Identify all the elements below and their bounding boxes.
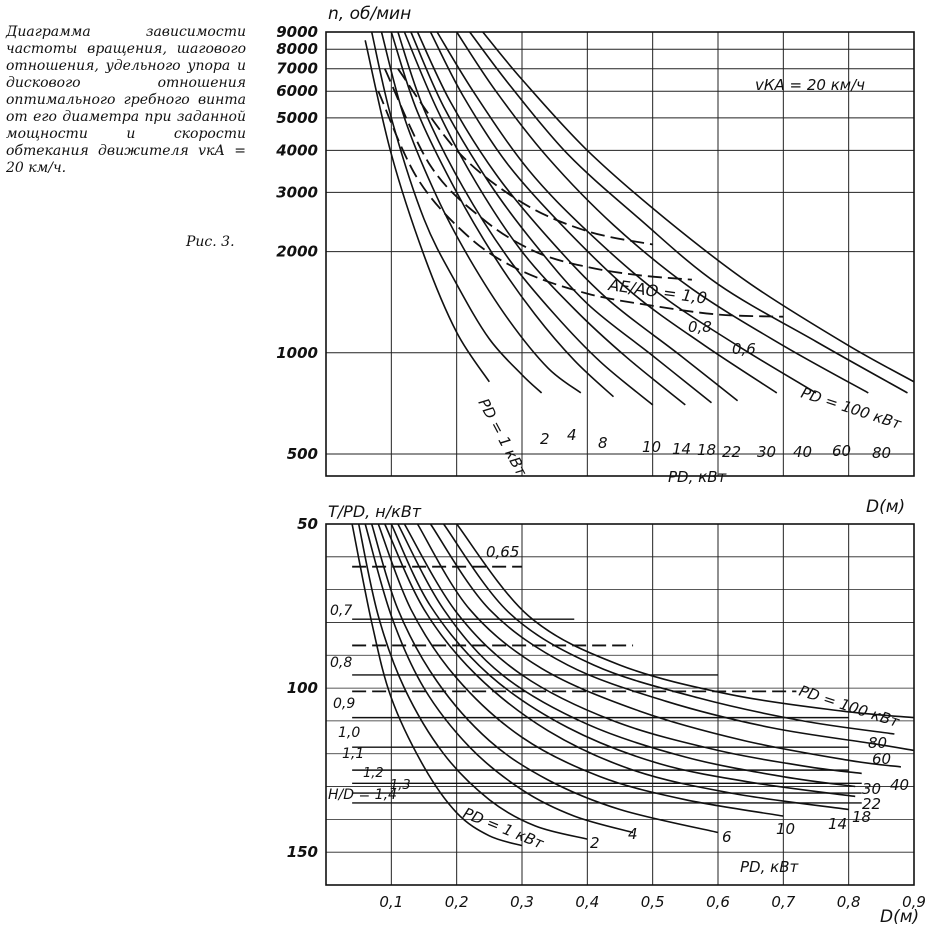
hd-label-1-2: 1,2 (363, 766, 384, 781)
top-curve-pd-10 (398, 32, 653, 405)
top-curve-pd-22 (418, 32, 738, 401)
top-label-pd-100: PD = 100 кВт (798, 383, 904, 433)
bottom-panel-thrust-chart (287, 502, 926, 927)
top-y-tick-label: 500 (286, 444, 318, 463)
top-x-axis-label: D(м) (866, 497, 906, 517)
bottom-pd-curves (352, 524, 914, 846)
top-label-18: 18 (697, 441, 717, 459)
bottom-x-tick-label: 0,6 (706, 893, 730, 911)
bottom-x-tick-label: 0,7 (771, 893, 796, 911)
hd-label-1-4: H/D = 1,4 (328, 787, 397, 803)
bottom-x-tick-label: 0,4 (575, 893, 600, 911)
bottom-curve-pd-10 (378, 524, 783, 816)
top-y-tick-label: 6000 (276, 82, 318, 101)
figure-number: Рис. 3. (186, 234, 235, 250)
hd-label-1-3: 1,3 (390, 778, 411, 793)
top-label-80: 80 (872, 444, 892, 462)
top-label-8: 8 (598, 434, 608, 452)
bottom-label-22: 22 (862, 795, 882, 813)
top-label-pd-1: PD = 1 кВт (474, 395, 531, 480)
top-label-4: 4 (567, 426, 577, 444)
top-label-22: 22 (722, 443, 742, 461)
bottom-curve-pd-100 (457, 524, 914, 718)
top-label-30: 30 (757, 443, 777, 461)
hd-label-0-8: 0,8 (330, 655, 353, 671)
bottom-label-18: 18 (852, 808, 872, 826)
label-area-ratio-0-6: 0,6 (732, 340, 756, 358)
top-label-60: 60 (832, 442, 852, 460)
top-y-tick-label: 5000 (276, 108, 318, 127)
bottom-x-tick-label: 0,5 (640, 893, 665, 911)
label-area-ratio-0-8: 0,8 (688, 318, 712, 336)
bottom-label-30: 30 (862, 780, 882, 798)
bottom-x-tick-label: 0,9 (902, 893, 926, 911)
hd-label-0-65: 0,65 (486, 543, 520, 561)
top-y-tick-labels (275, 23, 318, 463)
hd-label-1-0: 1,0 (338, 725, 361, 741)
top-panel-rpm-chart (275, 4, 914, 517)
bottom-x-tick-label: 0,8 (836, 893, 861, 911)
bottom-label-60: 60 (872, 750, 892, 768)
top-label-40: 40 (793, 443, 813, 461)
top-family-label: PD, кВт (668, 468, 727, 486)
top-y-tick-label: 1000 (276, 343, 318, 362)
top-y-tick-label: 4000 (276, 141, 318, 160)
bottom-y-tick-label: 100 (286, 679, 318, 698)
bottom-x-tick-labels (379, 893, 926, 911)
top-curve-pd-4 (382, 32, 581, 393)
bottom-curve-pd-18 (391, 524, 855, 796)
top-y-tick-label: 9000 (276, 23, 318, 41)
bottom-x-tick-label: 0,2 (444, 893, 469, 911)
bottom-y-tick-label: 150 (286, 843, 318, 862)
top-y-axis-label: n, об/мин (328, 4, 412, 24)
top-y-tick-label: 2000 (276, 242, 318, 261)
bottom-x-tick-label: 0,3 (510, 893, 534, 911)
top-label-10: 10 (642, 438, 662, 456)
bottom-label-pd-1: PD = 1 кВт (460, 804, 547, 853)
bottom-label-14: 14 (828, 815, 848, 833)
bottom-curve-pd-30 (404, 524, 861, 773)
figure-caption: Диаграмма зависимости частоты вращения, шагового отношения, удельного упора и дискового отношения оптимального гребного винта от его диаметра при заданной мощности и скорости обтекания движителя vкА = 20 км/ч. (6, 24, 246, 176)
top-curve-pd-30 (431, 32, 777, 393)
speed-note: vКА = 20 км/ч (755, 76, 866, 94)
bottom-family-label: PD, кВт (740, 858, 799, 876)
bottom-label-pd-100: PD = 100 кВт (796, 681, 902, 731)
top-y-tick-label: 7000 (276, 59, 318, 78)
top-dashed-area-ratio-0 (398, 69, 653, 245)
hd-label-1-1: 1,1 (342, 746, 365, 762)
bottom-x-tick-label: 0,1 (379, 893, 404, 911)
bottom-label-2: 2 (590, 834, 600, 852)
top-y-tick-label: 3000 (276, 183, 318, 202)
hd-label-0-7: 0,7 (330, 603, 353, 619)
bottom-y-tick-labels (287, 515, 318, 861)
bottom-y-tick-label: 50 (297, 515, 318, 533)
top-dashed-area-ratio-2 (378, 91, 783, 317)
bottom-label-40: 40 (890, 776, 910, 794)
bottom-x-axis-label: D(м) (880, 907, 920, 927)
bottom-label-10: 10 (776, 820, 796, 838)
bottom-y-axis-label: T/PD, н/кВт (328, 502, 422, 521)
top-y-tick-label: 8000 (276, 40, 318, 59)
top-label-14: 14 (672, 440, 692, 458)
bottom-label-4: 4 (628, 825, 638, 843)
hd-label-0-9: 0,9 (333, 696, 356, 712)
bottom-label-80: 80 (868, 734, 888, 752)
label-area-ratio-1-0: AE/AO = 1,0 (607, 275, 709, 308)
bottom-label-6: 6 (722, 828, 732, 846)
top-label-2: 2 (540, 430, 550, 448)
